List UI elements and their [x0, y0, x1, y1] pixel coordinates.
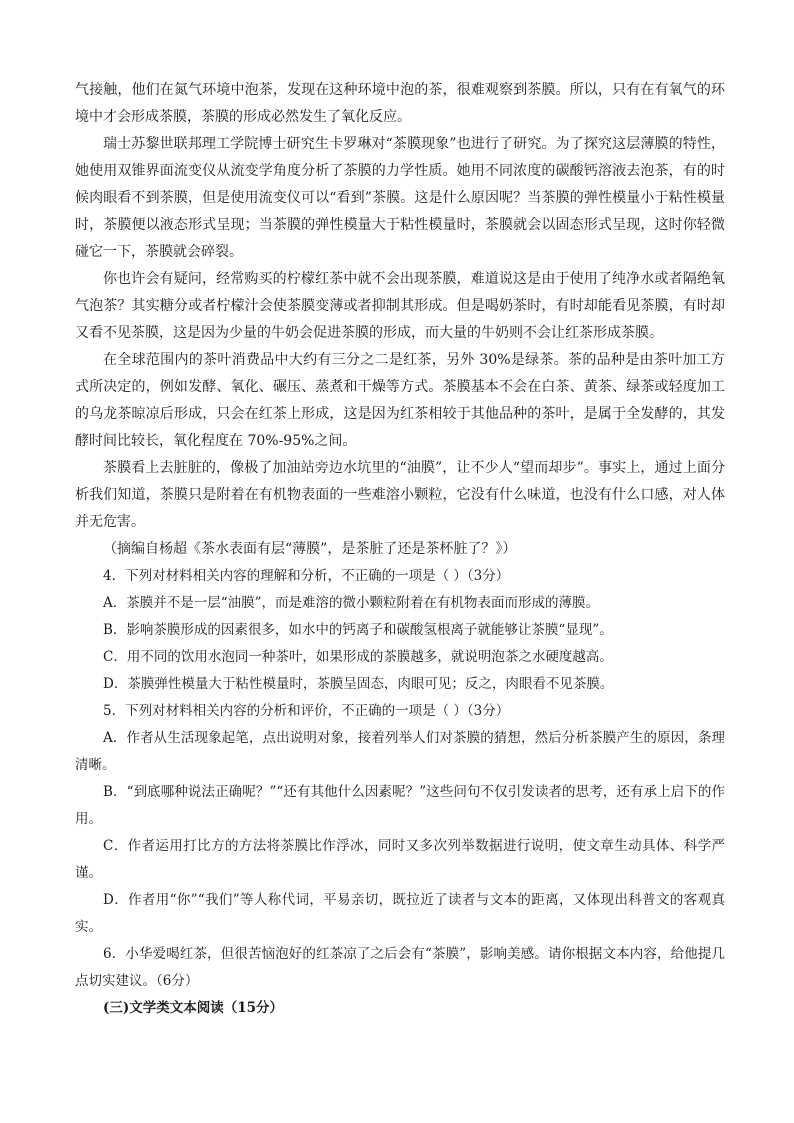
- question-5-option-d: D．作者用“你”“我们”等人称代词，平易亲切，既拉近了读者与文本的距离，又体现出科普文的客观真实。: [75, 892, 725, 935]
- section-heading-literary-reading: (三)文学类文本阅读（15分）: [103, 1000, 284, 1016]
- question-5-stem: 5．下列对材料相关内容的分析和评价，不正确的一项是（ ）（3分）: [103, 703, 510, 719]
- question-4-option-d: D．茶膜弹性模量大于粘性模量时，茶膜呈固态，肉眼可见；反之，肉眼看不见茶膜。: [103, 676, 614, 692]
- question-5-option-c: C．作者运用打比方的方法将茶膜比作浮冰，同时又多次列举数据进行说明，使文章生动具体、科学严谨。: [75, 838, 725, 881]
- question-5-option-b: B．“到底哪种说法正确呢？”“还有其他什么因素呢？”这些问句不仅引发读者的思考，还有承上启下的作用。: [75, 784, 725, 827]
- passage-paragraph-conclusion: 茶膜看上去脏脏的，像极了加油站旁边水坑里的“油膜”，让不少人“望而却步”。事实上，通过上面分析我们知道，茶膜只是附着在有机物表面的一些难溶小颗粒，它没有什么味道，也没有什么口感，对人体并无危害。: [75, 460, 725, 530]
- question-4-stem: 4．下列对材料相关内容的理解和分析，不正确的一项是（ ）（3分）: [103, 568, 510, 584]
- question-6-stem: 6．小华爱喝红茶，但很苦恼泡好的红茶凉了之后会有“茶膜”，影响美感。请你根据文本内容，给他提几点切实建议。（6分）: [75, 946, 725, 989]
- passage-paragraph-continued: 气接触，他们在氮气环境中泡茶，发现在这种环境中泡的茶，很难观察到茶膜。所以，只有在有氧气的环境中才会形成茶膜，茶膜的形成必然发生了氧化反应。: [75, 82, 725, 125]
- question-4-option-b: B．影响茶膜形成的因素很多，如水中的钙离子和碳酸氢根离子就能够让茶膜“显现”。: [103, 622, 613, 638]
- passage-paragraph-tea-types: 在全球范围内的茶叶消费品中大约有三分之二是红茶，另外 30%是绿茶。茶的品种是由茶叶加工方式所决定的，例如发酵、氧化、碾压、蒸煮和干燥等方式。茶膜基本不会在白茶、黄茶、绿茶或轻度加工的乌龙茶晾凉后形成，只会在红茶上形成，这是因为红茶相较于其他品种的茶叶，是属于全发酵的，其发酵时间比较长，氧化程度在 70%-95%之间。: [75, 352, 725, 449]
- passage-paragraph-lemon-tea: 你也许会有疑问，经常购买的柠檬红茶中就不会出现茶膜，难道说这是由于使用了纯净水或者隔绝氧气泡茶？其实糖分或者柠檬汁会使茶膜变薄或者抑制其形成。但是喝奶茶时，有时却能看见茶膜，有时却又看不见茶膜，这是因为少量的牛奶会促进茶膜的形成，而大量的牛奶则不会让红茶形成茶膜。: [75, 271, 725, 341]
- passage-paragraph-carolyn: 瑞士苏黎世联邦理工学院博士研究生卡罗琳对“茶膜现象”也进行了研究。为了探究这层薄膜的特性，她使用双锥界面流变仪从流变学角度分析了茶膜的力学性质。她用不同浓度的碳酸钙溶液去泡茶，有的时候肉眼看不到茶膜，但是使用流变仪可以“看到”茶膜。这是什么原因呢？当茶膜的弹性模量小于粘性模量时，茶膜便以液态形式呈现；当茶膜的弹性模量大于粘性模量时，茶膜就会以固态形式呈现，这时你轻微碰它一下，茶膜就会碎裂。: [75, 136, 725, 260]
- question-5-option-a: A．作者从生活现象起笔，点出说明对象，接着列举人们对茶膜的猜想，然后分析茶膜产生的原因，条理清晰。: [75, 730, 725, 773]
- question-4-option-c: C．用不同的饮用水泡同一种茶叶，如果形成的茶膜越多，就说明泡茶之水硬度越高。: [103, 649, 613, 665]
- passage-source: （摘编自杨超《茶水表面有层“薄膜”，是茶脏了还是茶杯脏了？》）: [103, 541, 517, 557]
- question-4-option-a: A．茶膜并不是一层“油膜”，而是难溶的微小颗粒附着在有机物表面而形成的薄膜。: [103, 595, 600, 611]
